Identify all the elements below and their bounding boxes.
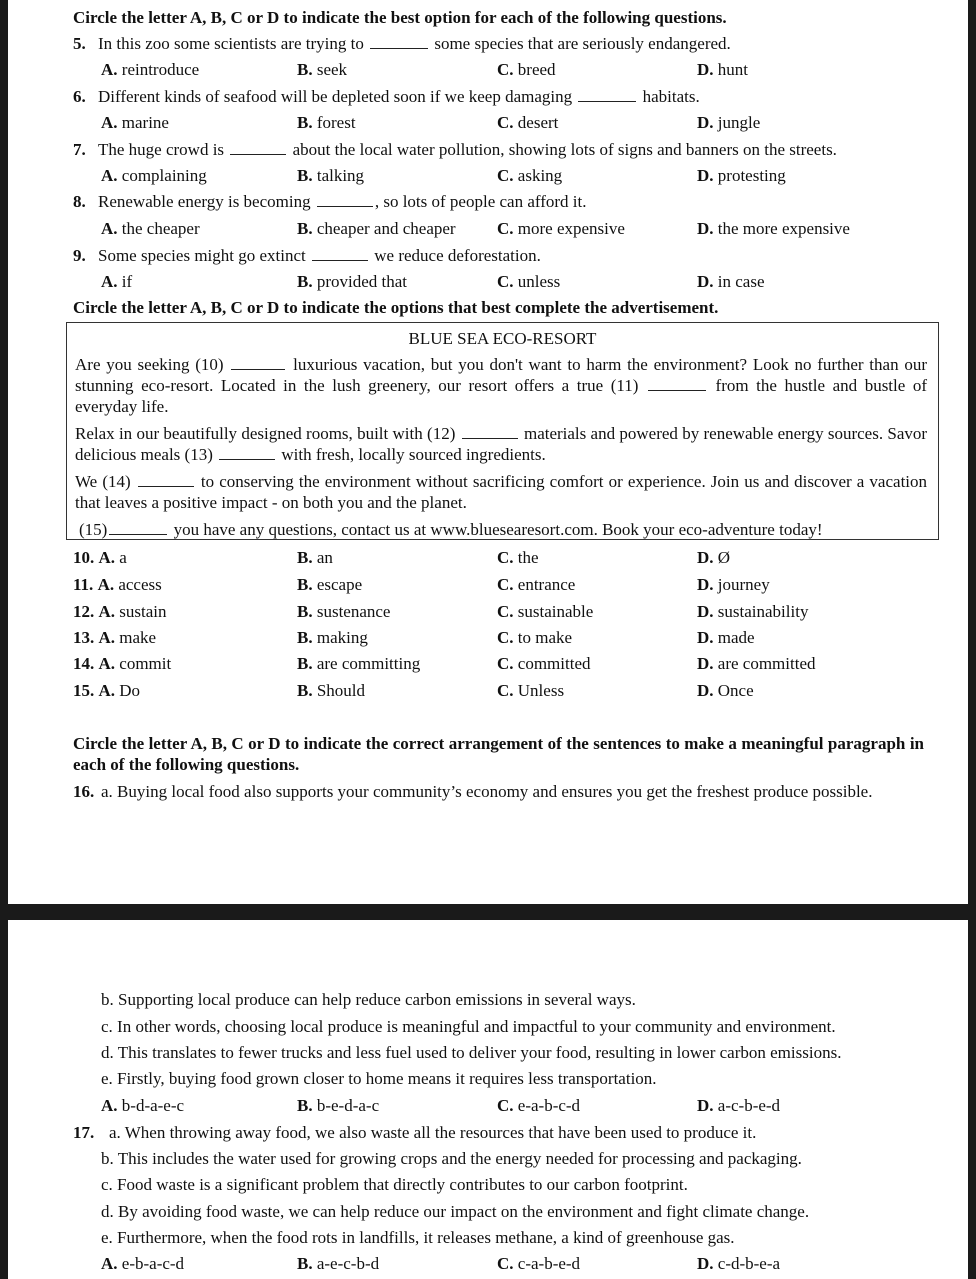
question-9: [73, 245, 541, 266]
question-number: 9.: [73, 246, 86, 265]
option-c[interactable]: C. asking: [497, 166, 563, 185]
option-c[interactable]: C. more expensive: [497, 219, 625, 238]
question-number: 7.: [73, 140, 86, 159]
sentence-16d: d. This translates to fewer trucks and less fuel used to deliver your food, resulting in lower carbon emissions.: [101, 1043, 842, 1062]
question-17-number: 17.: [73, 1123, 95, 1142]
question-text-after: we reduce deforestation.: [374, 246, 541, 265]
option-b[interactable]: B. are committing: [297, 654, 421, 673]
answer-row-13-a[interactable]: 13. A. make: [73, 628, 157, 647]
option-d[interactable]: D. hunt: [697, 60, 749, 79]
option-b[interactable]: B. provided that: [297, 272, 408, 291]
ad-text: with fresh, locally sourced ingredients.: [281, 445, 546, 464]
answer-blank[interactable]: [312, 246, 368, 261]
sentence-17b: b. This includes the water used for growing crops and the energy needed for processing and packaging.: [101, 1149, 802, 1168]
question-text-after: habitats.: [642, 87, 700, 106]
answer-blank[interactable]: [578, 87, 636, 102]
option-a[interactable]: A. b-d-a-e-c: [101, 1096, 185, 1115]
question-text-before: The huge crowd is: [98, 140, 225, 159]
ad-text: We (14): [75, 472, 131, 491]
ad-text: from the hustle and bustle of everyday life.: [75, 376, 928, 416]
ad-text: Relax in our beautifully designed rooms, built with (12): [75, 424, 456, 443]
option-d[interactable]: D. jungle: [697, 113, 761, 132]
sentence-17d: d. By avoiding food waste, we can help reduce our impact on the environment and fight climate change.: [101, 1202, 810, 1221]
option-d[interactable]: D. c-d-b-e-a: [697, 1254, 781, 1273]
question-text-before: Some species might go extinct: [98, 246, 306, 265]
option-b[interactable]: B. forest: [297, 113, 356, 132]
sentence-16a: a. Buying local food also supports your community’s economy and ensures you get the freshest produce possible.: [101, 782, 873, 801]
answer-blank-12[interactable]: [462, 424, 518, 439]
option-a[interactable]: A. e-b-a-c-d: [101, 1254, 185, 1273]
question-5: [73, 33, 731, 54]
option-d[interactable]: D. in case: [697, 272, 765, 291]
option-b[interactable]: B. seek: [297, 60, 348, 79]
question-text-after: some species that are seriously endangered.: [434, 34, 731, 53]
option-d[interactable]: D. sustainability: [697, 602, 809, 621]
question-text-after: about the local water pollution, showing lots of signs and banners on the streets.: [292, 140, 837, 159]
sentence-17a: a. When throwing away food, we also waste all the resources that have been used to produce it.: [109, 1123, 757, 1142]
answer-row-12-a[interactable]: 12. A. sustain: [73, 602, 167, 621]
option-c[interactable]: C. sustainable: [497, 602, 594, 621]
section3-instruction: Circle the letter A, B, C or D to indicate the correct arrangement of the sentences to make a meaningful paragraph in each of the following questions.: [73, 734, 924, 774]
option-c[interactable]: C. breed: [497, 60, 556, 79]
sentence-17c: c. Food waste is a significant problem that directly contributes to our carbon footprint.: [101, 1175, 688, 1194]
option-a[interactable]: A. the cheaper: [101, 219, 200, 238]
answer-blank[interactable]: [230, 140, 286, 155]
option-b[interactable]: B. talking: [297, 166, 365, 185]
option-d[interactable]: D. protesting: [697, 166, 786, 185]
answer-blank-10[interactable]: [231, 355, 285, 370]
option-c[interactable]: C. Unless: [497, 681, 565, 700]
sentence-17e: e. Furthermore, when the food rots in landfills, it releases methane, a kind of greenhouse gas.: [101, 1228, 735, 1247]
option-b[interactable]: B. b-e-d-a-c: [297, 1096, 380, 1115]
ad-text: materials and powered by renewable energy sources. Savor delicious meals (13): [75, 424, 928, 464]
ad-text: (15): [79, 520, 108, 539]
option-c[interactable]: C. entrance: [497, 575, 576, 594]
option-c[interactable]: C. unless: [497, 272, 561, 291]
option-c[interactable]: C. c-a-b-e-d: [497, 1254, 581, 1273]
ad-paragraph-2: [75, 423, 927, 465]
answer-row-10-a[interactable]: 10. A. a: [73, 548, 127, 567]
option-c[interactable]: C. e-a-b-c-d: [497, 1096, 581, 1115]
sentence-16c: c. In other words, choosing local produce is meaningful and impactful to your community and environment.: [101, 1017, 836, 1036]
option-a[interactable]: A. marine: [101, 113, 169, 132]
question-number: 8.: [73, 192, 86, 211]
option-a[interactable]: A. if: [101, 272, 133, 291]
option-c[interactable]: C. the: [497, 548, 539, 567]
option-d[interactable]: D. a-c-b-e-d: [697, 1096, 781, 1115]
option-c[interactable]: C. committed: [497, 654, 591, 673]
question-number: 6.: [73, 87, 86, 106]
option-c[interactable]: C. to make: [497, 628, 573, 647]
answer-blank-13[interactable]: [219, 445, 275, 460]
section2-instruction: Circle the letter A, B, C or D to indicate the options that best complete the advertisement.: [73, 298, 719, 317]
option-d[interactable]: D. the more expensive: [697, 219, 850, 238]
advertisement-box: [66, 322, 939, 540]
option-b[interactable]: B. Should: [297, 681, 366, 700]
option-d[interactable]: D. Ø: [697, 548, 731, 567]
answer-blank-15[interactable]: [109, 520, 167, 535]
option-a[interactable]: A. reintroduce: [101, 60, 200, 79]
question-7: [73, 139, 837, 160]
question-8: [73, 191, 587, 212]
question-6: [73, 86, 700, 107]
option-d[interactable]: D. Once: [697, 681, 754, 700]
question-text-before: Different kinds of seafood will be depleted soon if we keep damaging: [98, 87, 573, 106]
sentence-16e: e. Firstly, buying food grown closer to home means it requires less transportation.: [101, 1069, 657, 1088]
option-b[interactable]: B. cheaper and cheaper: [297, 219, 456, 238]
section1-instruction: Circle the letter A, B, C or D to indicate the best option for each of the following questions.: [73, 8, 727, 27]
option-b[interactable]: B. an: [297, 548, 333, 567]
ad-paragraph-3: [75, 471, 927, 513]
sentence-16b: b. Supporting local produce can help reduce carbon emissions in several ways.: [101, 990, 636, 1009]
worksheet-page-2: [8, 920, 968, 1279]
question-text-after: , so lots of people can afford it.: [374, 192, 587, 211]
option-d[interactable]: D. journey: [697, 575, 770, 594]
answer-row-11-a[interactable]: 11. A. access: [73, 575, 162, 594]
option-d[interactable]: D. made: [697, 628, 755, 647]
answer-blank-14[interactable]: [138, 472, 194, 487]
option-d[interactable]: D. are committed: [697, 654, 816, 673]
answer-blank[interactable]: [370, 34, 428, 49]
option-c[interactable]: C. desert: [497, 113, 559, 132]
ad-text: Are you seeking (10): [75, 355, 224, 374]
answer-blank[interactable]: [317, 192, 373, 207]
question-text-before: Renewable energy is becoming: [98, 192, 311, 211]
option-b[interactable]: B. escape: [297, 575, 363, 594]
option-b[interactable]: B. sustenance: [297, 602, 391, 621]
option-a[interactable]: A. complaining: [101, 166, 207, 185]
worksheet-page-1: [8, 0, 968, 904]
question-16-number: 16.: [73, 782, 95, 801]
ad-text: to conserving the environment without sacrificing comfort or experience. Join us and discover a vacation that leaves a positive impact - on both you and the planet.: [75, 472, 928, 512]
question-number: 5.: [73, 34, 86, 53]
ad-paragraph-4: [79, 519, 931, 540]
option-b[interactable]: B. a-e-c-b-d: [297, 1254, 380, 1273]
answer-blank-11[interactable]: [648, 376, 706, 391]
option-b[interactable]: B. making: [297, 628, 368, 647]
answer-row-14-a[interactable]: 14. A. commit: [73, 654, 172, 673]
ad-text: luxurious vacation, but you don't want to harm the environment? Look no further than our stunning eco-resort. Located in the lush greenery, our resort offers a true (11): [75, 355, 928, 395]
ad-text: you have any questions, contact us at www.bluesearesort.com. Book your eco-adventure today!: [173, 520, 823, 539]
ad-paragraph-1: [75, 354, 927, 417]
answer-row-15-a[interactable]: 15. A. Do: [73, 681, 141, 700]
question-text-before: In this zoo some scientists are trying to: [98, 34, 364, 53]
ad-title: BLUE SEA ECO-RESORT: [408, 329, 597, 348]
